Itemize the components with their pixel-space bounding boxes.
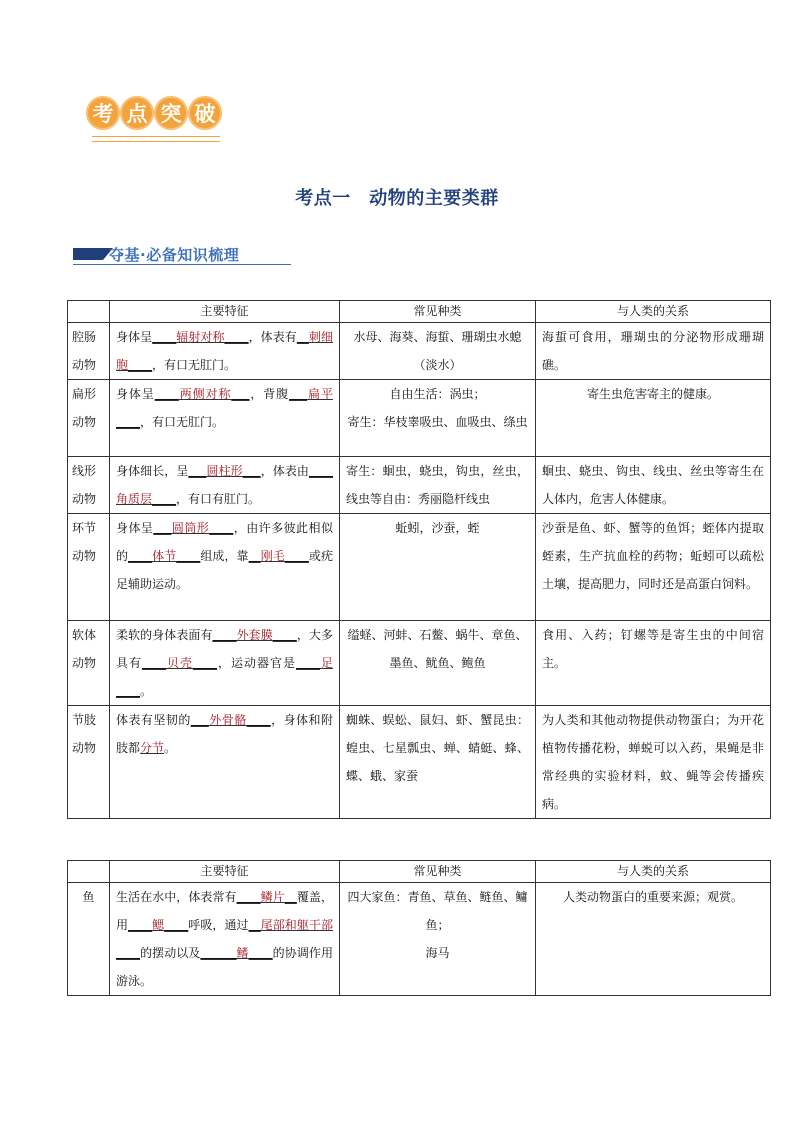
blank: ___ — [289, 387, 308, 401]
group-cell: 腔肠动物 — [68, 323, 110, 380]
blank: ___ — [231, 387, 250, 401]
feature-cell — [110, 457, 340, 514]
table-row — [68, 883, 771, 996]
answer-text: 外骨骼 — [208, 713, 247, 727]
text: 柔软的身体表面有 — [116, 628, 213, 642]
header-cell: 常见种类 — [340, 301, 536, 323]
blank: ___ — [188, 464, 207, 478]
blank: ____ — [246, 713, 271, 727]
text: 覆盖，用 — [116, 890, 333, 932]
feature-cell — [110, 883, 340, 996]
species-cell — [340, 883, 536, 996]
badge-char: 点 — [120, 96, 154, 130]
relation-cell: 海蜇可食用，珊瑚虫的分泌物形成珊瑚礁。 — [536, 323, 771, 380]
text: ，运动器官是 — [217, 656, 296, 670]
blank: ____ — [116, 946, 140, 960]
badge-underline — [92, 136, 220, 142]
blank: ____ — [209, 521, 234, 535]
answer-text: 扁平 — [307, 387, 333, 401]
table-row — [68, 457, 771, 514]
header-cell — [68, 301, 110, 323]
table-row — [68, 323, 771, 380]
answer-text: 鳍 — [236, 946, 249, 960]
species-cell: 蚯蚓，沙蚕，蛭 — [340, 514, 536, 621]
heading-bar-icon — [73, 248, 103, 260]
answer-text: 角质层 — [116, 492, 153, 506]
answer-text: 圆筒形 — [171, 521, 210, 535]
table-row — [68, 380, 771, 457]
blank: ___ — [153, 521, 172, 535]
section-heading — [73, 244, 291, 266]
answer-text: 外套膜 — [236, 628, 273, 642]
text: 。 — [140, 684, 153, 698]
table-row — [68, 706, 771, 819]
blank: ___ — [242, 464, 261, 478]
badge-char: 破 — [188, 96, 222, 130]
answer-text: 圆柱形 — [206, 464, 243, 478]
table-header-row — [68, 301, 771, 323]
answer-text: 体节 — [152, 549, 177, 563]
badge-char: 突 — [154, 96, 188, 130]
text: 生活在水中，体表常有 — [116, 890, 237, 904]
blank: ____ — [116, 684, 140, 698]
blank: __ — [248, 549, 261, 563]
text: 的摆动以及 — [140, 946, 201, 960]
group-cell: 鱼 — [68, 883, 110, 996]
species-cell: 寄生：蛔虫，蛲虫，钩虫，丝虫，线虫等自由：秀丽隐杆线虫 — [340, 457, 536, 514]
text: ，体表有 — [248, 330, 297, 344]
text: 呼吸，通过 — [188, 918, 249, 932]
text: 身体呈 — [116, 330, 153, 344]
text: 的协调作用游泳。 — [116, 946, 333, 988]
group-cell: 节肢动物 — [68, 706, 110, 819]
relation-cell: 人类动物蛋白的重要来源；观赏。 — [536, 883, 771, 996]
group-cell: 软体动物 — [68, 621, 110, 706]
text: 体表有坚韧的 — [116, 713, 191, 727]
page-title: 考点一 动物的主要类群 — [295, 188, 499, 209]
blank: ____ — [176, 549, 201, 563]
text: 。 — [164, 741, 177, 755]
blank: ____ — [154, 387, 179, 401]
fish-table — [67, 860, 771, 996]
answer-text: 两侧对称 — [178, 387, 232, 401]
blank: ____ — [164, 918, 189, 932]
species-line: 海马 — [425, 946, 450, 960]
answer-text: 分节 — [140, 741, 165, 755]
feature-cell — [110, 323, 340, 380]
header-cell — [68, 861, 110, 883]
animal-groups-table — [67, 300, 771, 819]
header-cell: 主要特征 — [110, 861, 340, 883]
blank: ___ — [190, 713, 209, 727]
feature-cell — [110, 514, 340, 621]
section-heading-text: 夺基·必备知识梳理 — [109, 246, 240, 264]
blank: ____ — [142, 656, 166, 670]
answer-text: 足 — [319, 656, 333, 670]
blank: ____ — [236, 890, 261, 904]
badge-char: 考 — [86, 96, 120, 130]
text: ，背腹 — [249, 387, 290, 401]
species-cell: 水母、海葵、海蜇、珊瑚虫水螅（淡水） — [340, 323, 536, 380]
answer-text: 鳞片 — [260, 890, 285, 904]
answer-text: 辐射对称 — [176, 330, 225, 344]
header-cell: 常见种类 — [340, 861, 536, 883]
relation-cell: 沙蚕是鱼、虾、蟹等的鱼饵；蛭体内提取蛭素，生产抗血栓的药物；蚯蚓可以疏松土壤，提高肥力，同时还是高蛋白饲料。 — [536, 514, 771, 621]
group-cell: 线形动物 — [68, 457, 110, 514]
relation-cell: 寄生虫危害寄主的健康。 — [536, 380, 771, 457]
blank: ____ — [212, 628, 237, 642]
feature-cell — [110, 380, 340, 457]
text: ，有口无肛门。 — [140, 415, 225, 429]
blank: ____ — [128, 358, 153, 372]
header-cell: 主要特征 — [110, 301, 340, 323]
feature-cell — [110, 621, 340, 706]
species-cell: 缢蛏、河蚌、石鳖、蜗牛、章鱼、墨鱼、鱿鱼、鲍鱼 — [340, 621, 536, 706]
blank: __ — [284, 890, 297, 904]
blank: ____ — [212, 946, 237, 960]
blank: ____ — [128, 918, 153, 932]
answer-text: 尾部和躯干部 — [260, 918, 333, 932]
blank: ____ — [248, 946, 273, 960]
blank: ____ — [272, 628, 297, 642]
answer-text: 贝壳 — [166, 656, 193, 670]
table-header-row — [68, 861, 771, 883]
text: ，有口有肛门。 — [176, 492, 261, 506]
group-cell: 扁形动物 — [68, 380, 110, 457]
blank: __ — [248, 918, 261, 932]
section-badge — [86, 96, 222, 138]
blank: ____ — [295, 656, 320, 670]
blank: ____ — [193, 656, 217, 670]
species-line: 寄生：华枝睾吸虫、血吸虫、绦虫 — [347, 415, 528, 429]
text: 身体呈 — [116, 387, 155, 401]
blank: ____ — [152, 492, 177, 506]
species-cell: 蜘蛛、蜈蚣、鼠妇、虾、蟹昆虫：蝗虫、七星瓢虫、蝉、蜻蜓、蜂、蝶、蛾、家蚕 — [340, 706, 536, 819]
text: ，有口无肛门。 — [152, 358, 237, 372]
blank: ____ — [284, 549, 309, 563]
species-line: 四大家鱼：青鱼、草鱼、鲢鱼、鳙鱼； — [347, 890, 528, 932]
text: 身体呈 — [116, 521, 154, 535]
blank: ____ — [128, 549, 153, 563]
answer-text: 刚毛 — [260, 549, 285, 563]
group-cell: 环节动物 — [68, 514, 110, 621]
feature-cell — [110, 706, 340, 819]
table-row — [68, 621, 771, 706]
text: ，由许多彼此相似的 — [116, 521, 333, 563]
relation-cell: 蛔虫、蛲虫、钩虫、线虫、丝虫等寄生在人体内，危害人体健康。 — [536, 457, 771, 514]
blank: __ — [296, 330, 309, 344]
relation-cell: 为人类和其他动物提供动物蛋白；为开花植物传播花粉，蝉蜕可以入药，果蝇是非常经典的实验材料，蚊、蝇等会传播疾病。 — [536, 706, 771, 819]
text: ，大多具有 — [116, 628, 333, 670]
header-cell: 与人类的关系 — [536, 861, 771, 883]
answer-text: 鳃 — [152, 918, 165, 932]
blank: __ — [200, 946, 213, 960]
blank: ____ — [152, 330, 177, 344]
blank: ____ — [224, 330, 249, 344]
text: ，体表由 — [260, 464, 309, 478]
text: 组成，靠 — [200, 549, 249, 563]
blank: ____ — [116, 415, 140, 429]
text: 或疣足辅助运动。 — [116, 549, 333, 591]
answer-text: 刺细胞 — [116, 330, 333, 372]
text: ，身体和附肢都 — [116, 713, 333, 755]
species-line: 自由生活：涡虫； — [389, 387, 486, 401]
species-cell — [340, 380, 536, 457]
header-cell: 与人类的关系 — [536, 301, 771, 323]
heading-underline — [73, 264, 291, 265]
text: 身体细长，呈 — [116, 464, 189, 478]
table-row — [68, 514, 771, 621]
relation-cell: 食用、入药；钉螺等是寄生虫的中间宿主。 — [536, 621, 771, 706]
blank: ____ — [308, 464, 333, 478]
